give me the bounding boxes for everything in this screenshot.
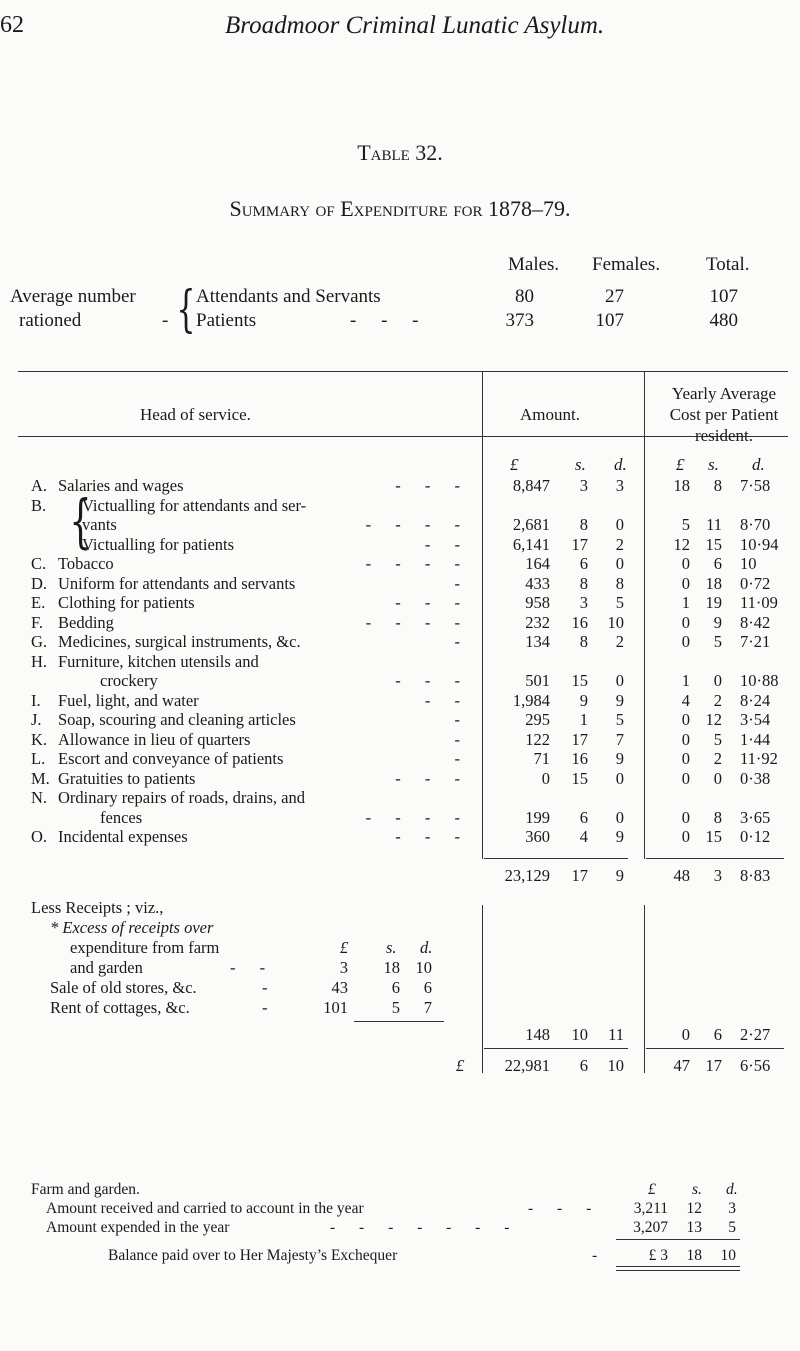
table-row [0,808,800,828]
unit-shillings: s. [575,455,586,474]
row-label: Gratuities to patients [58,768,196,788]
row-dashes: - - - [395,671,470,690]
receipt-pounds: 101 [323,998,348,1017]
row-letter: F. [31,612,43,632]
subtotal-row [0,866,800,886]
table-row [0,496,800,516]
avg-pounds: 0 [681,1025,690,1044]
amount-shillings: 15 [571,768,588,788]
row-label: Ordinary repairs of roads, drains, and [58,788,305,807]
farm-double-rule [616,1270,740,1271]
rationed-value: 80 [515,286,534,307]
row-label: Victualling for attendants and ser- [82,495,307,515]
row-dashes: - [454,710,470,729]
row-dashes: - - - - [365,612,470,632]
table-row [0,652,800,672]
avg-shillings: 6 [713,1025,722,1044]
rationed-value: 27 [605,286,624,307]
table-row [0,632,800,652]
amount-shillings: 15 [571,671,588,690]
amount-shillings: 6 [579,807,588,827]
amount-pounds: 501 [525,671,550,690]
unit-pence: d. [420,938,433,957]
row-letter: H. [31,651,48,671]
receipt-dashes: - - [230,958,276,977]
avg-shillings: 15 [705,827,722,846]
receipt-label: Rent of cottages, &c. [50,998,190,1017]
receipt-shillings: 5 [391,998,400,1017]
avg-pounds: 18 [673,476,690,495]
rationed-dashes: - - - [350,310,429,331]
amount-pounds: 71 [533,749,550,768]
avg-pounds: 0 [681,807,690,827]
row-dashes: - [454,729,470,749]
farm-pence: 10 [720,1247,736,1264]
avg-pounds: 1 [681,593,690,612]
amount-pounds: 199 [525,807,550,827]
row-dashes: - - - - [365,807,470,827]
avg-shillings: 0 [713,671,722,690]
row-dashes: - - - [395,768,470,788]
row-dashes: - - - [395,476,470,495]
avg-pounds: 12 [673,534,690,554]
avg-pence: 3·65 [740,807,771,827]
row-label: Victualling for patients [82,534,235,554]
amount-pounds: 433 [525,573,550,593]
net-rule [484,1048,628,1049]
receipt-label: Sale of old stores, &c. [50,978,197,997]
avg-pounds: 1 [681,671,690,690]
row-dashes: - - - [395,827,470,846]
table-row [0,710,800,730]
farm-shillings: 13 [686,1219,702,1236]
receipt-label: and garden [70,958,143,977]
table-row [0,730,800,750]
farm-shillings: 18 [686,1247,702,1264]
rationed-value: 373 [505,310,534,331]
page-number: 62 [0,12,24,38]
amount-pounds: 8,847 [512,476,550,495]
amount-pence: 7 [615,729,624,749]
amount-shillings: 3 [579,593,588,612]
row-label: Salaries and wages [58,476,184,495]
table-row [0,671,800,691]
unit-pounds: £ [676,455,685,474]
receipt-shillings: 6 [391,978,400,997]
brace-icon: { [176,280,196,338]
unit-pounds: £ [510,455,519,474]
avg-pence: 10 [740,554,757,573]
row-dashes: - [454,632,470,651]
net-rule [646,1048,784,1049]
avg-pence: 11·09 [740,593,778,612]
avg-pounds: 0 [681,573,690,593]
farm-dashes: - - - [528,1200,602,1217]
rationed-value: 107 [595,310,624,331]
amount-pounds: 6,141 [512,534,550,554]
avg-shillings: 17 [705,1056,722,1075]
amount-pounds: 1,984 [512,690,550,710]
table-row [0,691,800,711]
farm-balance-label: Balance paid over to Her Majesty’s Exchequer [108,1247,398,1264]
col-head-yearly: Yearly Average [671,384,777,403]
avg-pence: 6·56 [740,1056,771,1075]
avg-shillings: 2 [713,749,722,768]
table-label: Table 32. [357,140,443,165]
amount-shillings: 10 [571,1025,588,1044]
avg-pounds: 0 [681,749,690,768]
amount-pounds: 295 [525,710,550,729]
unit-shillings: s. [708,455,719,474]
amount-pence: 9 [615,690,624,710]
avg-pounds: 5 [681,515,690,534]
row-label: vants [82,515,117,534]
avg-pounds: 0 [681,710,690,729]
amount-shillings: 8 [579,515,588,534]
avg-pence: 3·54 [740,710,771,729]
row-letter: J. [31,710,42,729]
avg-shillings: 9 [713,612,722,632]
row-label: Escort and conveyance of patients [58,749,284,768]
avg-pounds: 0 [681,768,690,788]
amount-shillings: 17 [571,866,588,885]
amount-pounds: 22,981 [504,1056,550,1075]
receipt-dashes: - [262,978,268,997]
rationed-row-label: Attendants and Servants [196,286,381,307]
avg-shillings: 19 [705,593,722,612]
avg-pence: 8·24 [740,690,771,710]
farm-row-label: Amount received and carried to account in the year [46,1200,364,1217]
unit-shillings: s. [386,938,397,957]
row-dashes: - - [424,690,470,710]
table-row [0,515,800,535]
row-label: fences [100,807,143,827]
row-dashes: - - - - [365,515,470,534]
unit-pence: d. [752,455,765,474]
rationed-row-label: Patients [196,310,257,331]
col-head-yearly: Cost per Patient [669,405,779,424]
avg-pounds: 48 [673,866,690,885]
amount-pence: 2 [615,534,624,554]
amount-shillings: 9 [579,690,588,710]
row-dashes: - [454,749,470,768]
farm-pence: 5 [728,1219,736,1236]
row-dashes: - [454,573,470,593]
amount-shillings: 6 [579,554,588,573]
avg-shillings: 18 [705,573,722,593]
receipt-pence: 6 [423,978,432,997]
amount-pence: 10 [607,612,624,632]
col-head-amount: Amount. [520,405,580,424]
row-letter: A. [31,476,48,495]
table-top-rule [18,371,788,372]
unit-pounds: £ [340,938,349,957]
row-letter: D. [31,573,48,593]
row-dashes: - - - - [365,554,470,573]
row-label: Fuel, light, and water [58,690,199,710]
avg-pounds: 0 [681,729,690,749]
receipts-rule [354,1021,444,1022]
farm-dashes: - [592,1247,598,1264]
col-head-service: Head of service. [140,405,251,424]
amount-shillings: 17 [571,534,588,554]
avg-shillings: 8 [713,476,722,495]
net-total-row [0,1056,800,1076]
avg-pence: 0·38 [740,768,771,788]
amount-pounds: 0 [541,768,550,788]
avg-pence: 8·70 [740,515,771,534]
receipt-pence: 10 [415,958,432,977]
farm-pence: 3 [728,1200,736,1217]
amount-shillings: 17 [571,729,588,749]
amount-shillings: 8 [579,632,588,651]
amount-shillings: 16 [571,612,588,632]
row-letter: I. [31,690,41,710]
receipt-label: expenditure from farm [70,938,220,957]
table-row [0,535,800,555]
amount-pounds: 122 [525,729,550,749]
row-letter: L. [31,749,46,768]
row-label: Bedding [58,612,114,632]
row-dashes: - - - [395,593,470,612]
row-letter: K. [31,729,48,749]
amount-pence: 8 [615,573,624,593]
avg-shillings: 12 [705,710,722,729]
amount-shillings: 1 [579,710,588,729]
amount-pounds: 360 [525,827,550,846]
amount-shillings: 6 [579,1056,588,1075]
farm-heading: Farm and garden. [31,1181,140,1198]
rationed-value: 480 [709,310,738,331]
brace-icon: { [69,487,92,555]
table-row [0,749,800,769]
receipt-pounds: 43 [331,978,348,997]
avg-pence: 0·72 [740,573,771,593]
col-males-header: Males. [508,254,560,275]
amount-pence: 10 [607,1056,624,1075]
receipt-dashes: - [262,998,268,1017]
receipt-pounds: 3 [339,958,348,977]
row-dashes: - - [424,534,470,554]
amount-pence: 9 [615,827,624,846]
unit-pence: d. [726,1181,738,1198]
receipts-note: * Excess of receipts over [50,918,214,937]
amount-pence: 9 [615,866,624,885]
unit-pence: d. [614,455,627,474]
row-letter: B. [31,495,47,515]
avg-pounds: 0 [681,827,690,846]
table-row [0,554,800,574]
farm-pounds: £ 3 [648,1247,668,1264]
amount-pence: 11 [608,1025,624,1044]
avg-shillings: 6 [713,554,722,573]
avg-pence: 1·44 [740,729,771,749]
row-label: Furniture, kitchen utensils and [58,651,259,671]
avg-pence: 2·27 [740,1025,771,1044]
avg-shillings: 2 [713,690,722,710]
table-row [0,769,800,789]
amount-shillings: 4 [579,827,588,846]
avg-pence: 7·21 [740,632,771,651]
avg-pounds: 0 [681,612,690,632]
amount-pounds: 164 [525,554,550,573]
avg-pounds: 0 [681,554,690,573]
farm-shillings: 12 [686,1200,702,1217]
table-row [0,613,800,633]
amount-pounds: 23,129 [504,866,550,885]
receipts-heading: Less Receipts ; viz., [31,898,164,917]
row-label: Soap, scouring and cleaning articles [58,710,296,729]
table-row [0,827,800,847]
amount-shillings: 3 [579,476,588,495]
amount-pence: 5 [615,593,624,612]
amount-pence: 2 [615,632,624,651]
row-letter: O. [31,827,48,846]
row-letter: N. [31,788,48,807]
table-row [0,574,800,594]
avg-shillings: 0 [713,768,722,788]
row-letter: M. [31,768,50,788]
avg-shillings: 5 [713,729,722,749]
amount-pence: 0 [615,807,624,827]
farm-dashes: - - - - - - - [330,1219,520,1236]
table-row [0,476,800,496]
row-label: Allowance in lieu of quarters [58,729,251,749]
table-row [0,788,800,808]
farm-double-rule [616,1266,740,1267]
amount-shillings: 8 [579,573,588,593]
subtotal-rule [484,858,628,859]
col-head-yearly: resident. [694,426,754,445]
rationed-dash: - [162,310,169,331]
avg-shillings: 15 [705,534,722,554]
amount-pence: 3 [615,476,624,495]
receipts-total-row [0,1025,800,1045]
amount-pence: 0 [615,515,624,534]
avg-shillings: 8 [713,807,722,827]
row-label: Tobacco [58,554,114,573]
row-label: Medicines, surgical instruments, &c. [58,632,301,651]
row-label: Uniform for attendants and servants [58,573,296,593]
rationed-label-line1: Average number [10,286,136,307]
unit-pounds: £ [648,1181,656,1198]
amount-pounds: 2,681 [512,515,550,534]
avg-shillings: 5 [713,632,722,651]
avg-pence: 10·88 [740,671,779,690]
row-letter: C. [31,554,47,573]
row-label: crockery [100,671,158,690]
summary-title: Summary of Expenditure for 1878–79. [229,196,571,221]
table-row [0,593,800,613]
col-females-header: Females. [592,254,661,275]
amount-pence: 0 [615,768,624,788]
receipt-pence: 7 [423,998,432,1017]
avg-shillings: 3 [713,866,722,885]
farm-pounds: 3,207 [633,1219,668,1236]
amount-pence: 0 [615,554,624,573]
avg-pence: 8·42 [740,612,771,632]
amount-shillings: 16 [571,749,588,768]
avg-pence: 8·83 [740,866,771,885]
avg-pounds: 4 [681,690,690,710]
receipt-shillings: 18 [383,958,400,977]
amount-pounds: 148 [525,1025,550,1044]
farm-rule [616,1239,740,1240]
avg-pence: 10·94 [740,534,779,554]
amount-pounds: 958 [525,593,550,612]
avg-pounds: 47 [673,1056,690,1075]
row-letter: E. [31,593,46,612]
farm-pounds: 3,211 [633,1200,668,1217]
col-total-header: Total. [706,254,750,275]
amount-pounds: 232 [525,612,550,632]
farm-row-label: Amount expended in the year [46,1219,230,1236]
amount-pence: 5 [615,710,624,729]
row-letter: G. [31,632,48,651]
unit-shillings: s. [692,1181,702,1198]
running-title: Broadmoor Criminal Lunatic Asylum. [225,12,605,39]
avg-pounds: 0 [681,632,690,651]
avg-pence: 11·92 [740,749,778,768]
net-label: £ [456,1056,465,1075]
amount-pence: 9 [615,749,624,768]
amount-pounds: 134 [525,632,550,651]
avg-shillings: 11 [706,515,722,534]
avg-pence: 0·12 [740,827,771,846]
subtotal-rule [646,858,784,859]
amount-pence: 0 [615,671,624,690]
rationed-value: 107 [709,286,738,307]
row-label: Incidental expenses [58,827,188,846]
rationed-label-line2: rationed [19,310,82,331]
avg-pence: 7·58 [740,476,771,495]
row-label: Clothing for patients [58,593,195,612]
